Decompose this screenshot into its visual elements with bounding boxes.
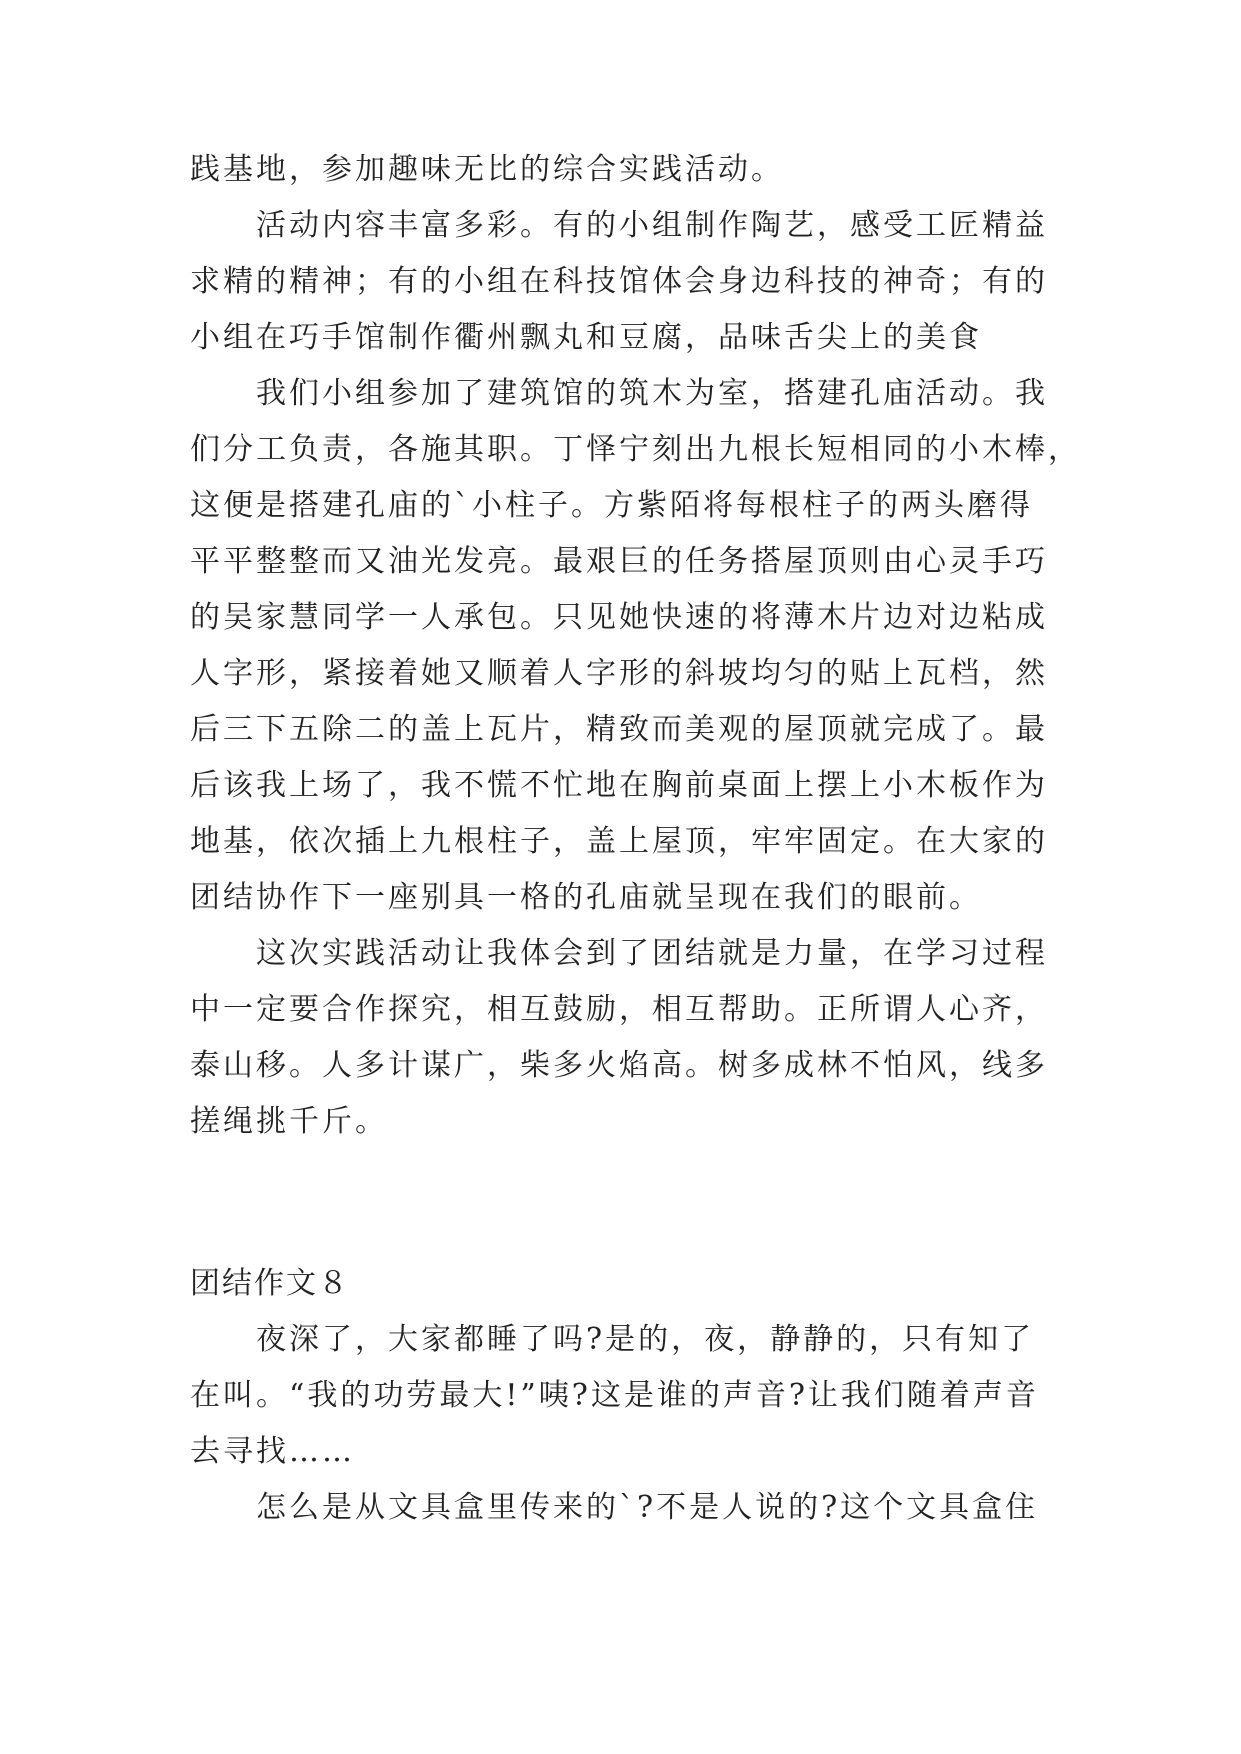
paragraph-line: 们分工负责，各施其职。丁怿宁刻出九根长短相同的小木棒， [190,432,1081,467]
paragraph-line: 活动内容丰富多彩。有的小组制作陶艺，感受工匠精益 [256,208,1048,243]
paragraph-line: 搓绳挑千斤。 [190,1104,388,1139]
essay-body-part-2 [190,1256,1060,1536]
paragraph-line: 人字形，紧接着她又顺着人字形的斜坡均匀的贴上瓦档，然 [190,656,1048,691]
paragraph-line: 践基地，参加趣味无比的综合实践活动。 [190,152,784,187]
paragraph-line: 后三下五除二的盖上瓦片，精致而美观的屋顶就完成了。最 [190,712,1048,747]
paragraph-line: 的吴家慧同学一人承包。只见她快速的将薄木片边对边粘成 [190,600,1048,635]
paragraph-line: 中一定要合作探究，相互鼓励，相互帮助。正所谓人心齐， [190,992,1048,1027]
paragraph-line: 在叫。“我的功劳最大!”咦?这是谁的声音?让我们随着声音 [190,1378,1039,1413]
paragraph-line: 地基，依次插上九根柱子，盖上屋顶，牢牢固定。在大家的 [190,824,1048,859]
paragraph-line: 去寻找…… [190,1434,355,1469]
paragraph-line: 求精的精神；有的小组在科技馆体会身边科技的神奇；有的 [190,264,1048,299]
paragraph-line: 夜深了，大家都睡了吗?是的，夜，静静的，只有知了 [256,1322,1035,1357]
essay-body-part-1 [190,142,1081,1150]
paragraph-line: 泰山移。人多计谋广，柴多火焰高。树多成林不怕风，线多 [190,1048,1048,1083]
paragraph-line: 后该我上场了，我不慌不忙地在胸前桌面上摆上小木板作为 [190,768,1048,803]
paragraph-line: 我们小组参加了建筑馆的筑木为室，搭建孔庙活动。我 [256,376,1048,411]
essay-title: 团结作文８ [190,1266,350,1301]
paragraph-line: 这次实践活动让我体会到了团结就是力量，在学习过程 [256,936,1048,971]
paragraph-line: 小组在巧手馆制作衢州飘丸和豆腐，品味舌尖上的美食 [190,320,982,355]
paragraph-line: 怎么是从文具盒里传来的`?不是人说的?这个文具盒住 [256,1490,1039,1525]
paragraph-line: 这便是搭建孔庙的`小柱子。方紫陌将每根柱子的两头磨得 [190,488,1033,523]
paragraph-line: 平平整整而又油光发亮。最艰巨的任务搭屋顶则由心灵手巧 [190,544,1048,579]
paragraph-line: 团结协作下一座别具一格的孔庙就呈现在我们的眼前。 [190,880,982,915]
